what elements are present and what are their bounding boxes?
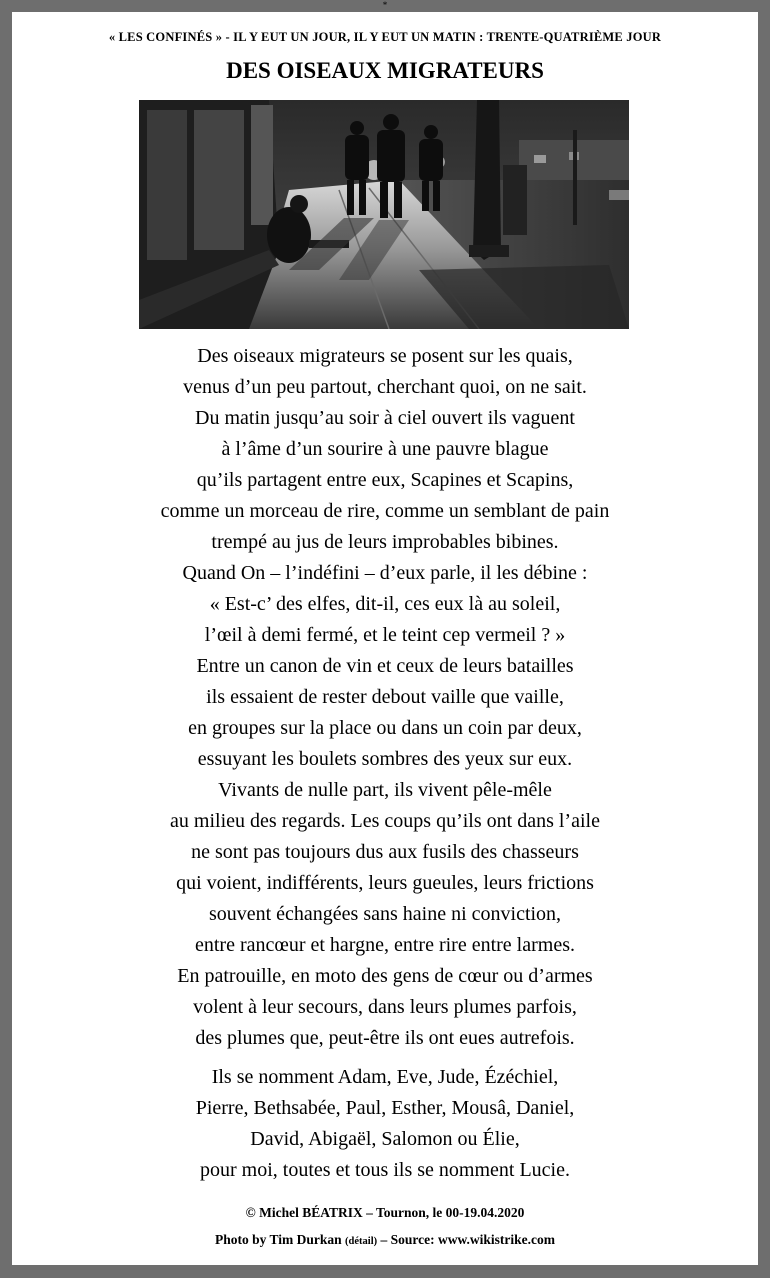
street-photo-image [139, 100, 629, 329]
verse-line: Pierre, Bethsabée, Paul, Esther, Mousâ, Daniel, [195, 1097, 575, 1119]
verse-line: Vivants de nulle part, ils vivent pêle-mêle [218, 779, 552, 801]
verse-line: en groupes sur la place ou dans un coin par deux, [188, 717, 582, 739]
verse-line: ne sont pas toujours dus aux fusils des chasseurs [191, 841, 579, 863]
verse-line: qu’ils partagent entre eux, Scapines et Scapins, [196, 469, 574, 491]
verse-line: souvent échangées sans haine ni conviction, [208, 903, 562, 925]
credit-source: – Source: www.wikistrike.com [377, 1232, 555, 1247]
verse-line: qui voient, indifférents, leurs gueules, leurs frictions [176, 872, 594, 894]
street-photo [139, 100, 629, 329]
stanza-1 [12, 341, 758, 1054]
verse-line: au milieu des regards. Les coups qu’ils ont dans l’aile [170, 810, 600, 832]
verse-line: à l’âme d’un sourire à une pauvre blague [221, 438, 549, 460]
verse-line: En patrouille, en moto des gens de cœur ou d’armes [177, 965, 593, 987]
poem-page [12, 12, 758, 1265]
verse-line: Entre un canon de vin et ceux de leurs batailles [196, 655, 574, 677]
copyright-line: © Michel BÉATRIX – Tournon, le 00-19.04.2020 [245, 1205, 525, 1220]
verse-line: David, Abigaël, Salomon ou Élie, [250, 1128, 520, 1150]
verse-line: entre rancœur et hargne, entre rire entre larmes. [195, 934, 575, 956]
top-asterisk: * [382, 0, 388, 10]
verse-line: Quand On – l’indéfini – d’eux parle, il les débine : [182, 562, 588, 584]
verse-line: « Est-c’ des elfes, dit-il, ces eux là au soleil, [209, 593, 561, 615]
verse-line: pour moi, toutes et tous ils se nomment Lucie. [200, 1159, 570, 1181]
verse-line: volent à leur secours, dans leurs plumes parfois, [193, 996, 577, 1018]
verse-line: ils essaient de rester debout vaille que vaille, [206, 686, 564, 708]
credit-text: Photo by Tim Durkan [215, 1232, 346, 1247]
credit-detail: (détail) [345, 1236, 378, 1247]
verse-line: comme un morceau de rire, comme un semblant de pain [160, 500, 610, 522]
verse-line: l’œil à demi fermé, et le teint cep vermeil ? » [204, 624, 566, 646]
verse-line: Des oiseaux migrateurs se posent sur les quais, [197, 345, 573, 367]
verse-line: trempé au jus de leurs improbables bibines. [211, 531, 559, 553]
verse-line: essuyant les boulets sombres des yeux sur eux. [197, 748, 573, 770]
photo-credit [12, 1232, 758, 1248]
poem-title: DES OISEAUX MIGRATEURS [226, 58, 544, 83]
verse-line: des plumes que, peut-être ils ont eues autrefois. [195, 1027, 575, 1049]
verse-line: venus d’un peu partout, cherchant quoi, on ne sait. [183, 376, 587, 398]
verse-line: Ils se nomment Adam, Eve, Jude, Ézéchiel, [211, 1066, 559, 1088]
verse-line: Du matin jusqu’au soir à ciel ouvert ils vaguent [195, 407, 575, 429]
series-header: « LES CONFINÉS » - IL Y EUT UN JOUR, IL Y EUT UN MATIN : TRENTE-QUATRIÈME JOUR [108, 30, 662, 44]
stanza-2 [12, 1062, 758, 1186]
